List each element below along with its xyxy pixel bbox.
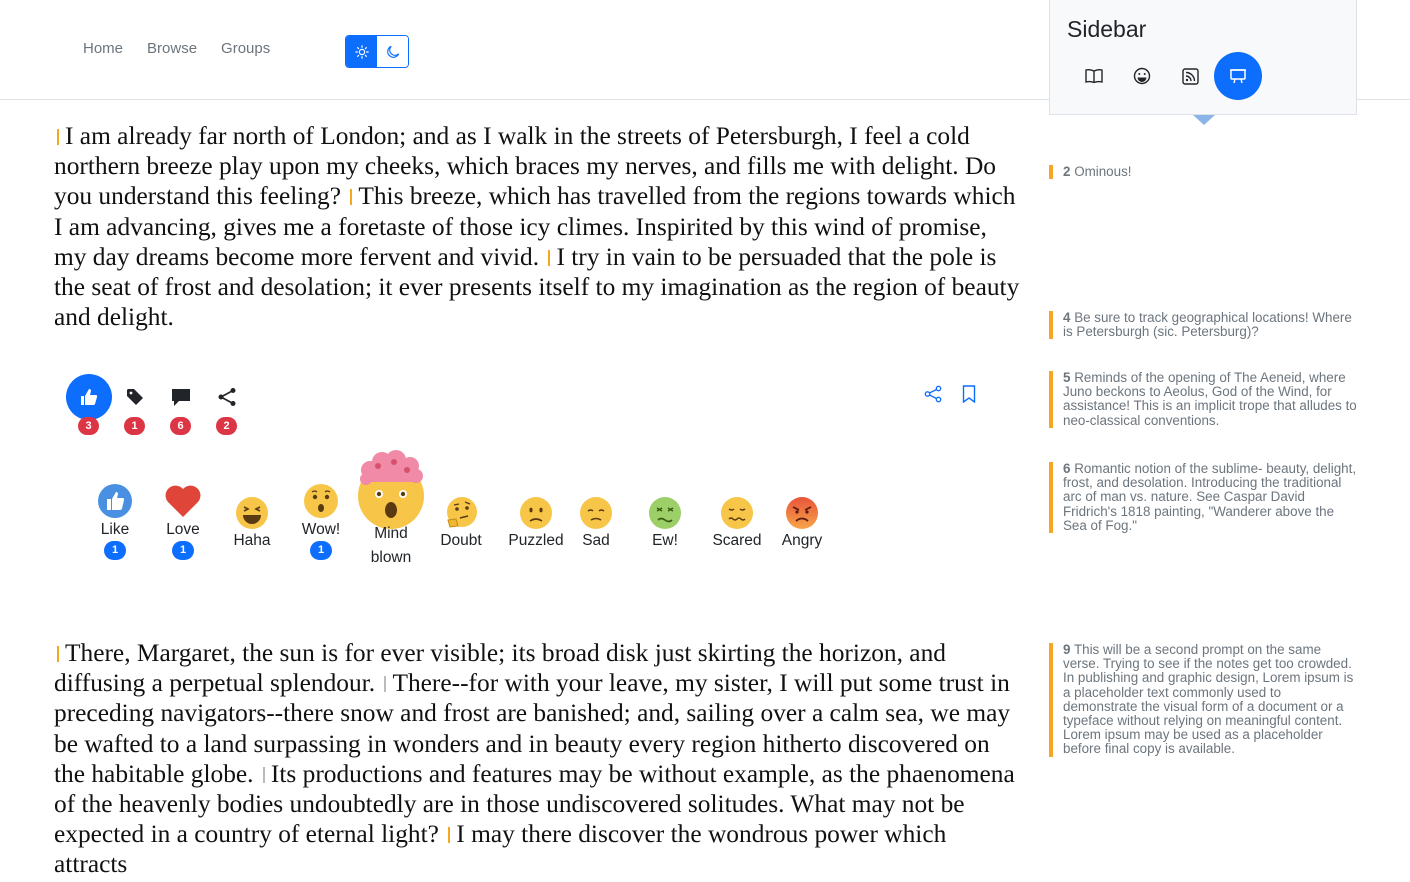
share-link-button[interactable]	[922, 383, 944, 405]
reaction-count-badge: 1	[310, 541, 332, 560]
reaction-label: Angry	[781, 532, 823, 549]
verse-segment[interactable]: I try in vain to be persuaded that the pole is the seat of frost and desolation; it ever presents itself to my imagination as the region of beauty and delight.	[54, 242, 1020, 332]
note-text: Reminds of the opening of The Aeneid, where Juno beckons to Aeolus, God of the Wind, for assistance! This is an implicit trope that alludes to neo-classical conventions.	[1063, 370, 1357, 428]
verse-segment[interactable]: I may there discover the wondrous power which attracts	[54, 820, 947, 879]
angry-emoji-icon	[785, 496, 819, 530]
reaction-label: Wow!	[301, 521, 341, 538]
nauseated-emoji-icon	[648, 496, 682, 530]
note-marker[interactable]	[548, 250, 550, 266]
reaction-wow[interactable]	[298, 483, 344, 560]
sidebar-tab-reading[interactable]	[1070, 52, 1118, 100]
reaction-label: Puzzled	[508, 532, 564, 549]
thinking-emoji-icon	[444, 496, 478, 530]
reaction-label: Ew!	[652, 532, 678, 549]
moon-icon	[386, 45, 400, 59]
sidebar-note[interactable]	[1049, 311, 1357, 339]
laughing-emoji-icon	[235, 496, 269, 530]
reaction-label: Mind blown	[370, 525, 412, 566]
like-emoji-icon	[97, 483, 133, 519]
note-number: 9	[1063, 642, 1071, 657]
reaction-label: Scared	[712, 532, 762, 549]
surprised-emoji-icon	[303, 483, 339, 519]
reaction-label: Love	[166, 521, 200, 538]
verse-paragraph	[54, 638, 1024, 880]
sidebar-note[interactable]	[1049, 462, 1357, 533]
dark-theme-button[interactable]	[377, 36, 408, 67]
heart-emoji-icon	[164, 483, 202, 519]
nav-groups[interactable]: Groups	[221, 40, 271, 57]
reaction-sad[interactable]	[576, 496, 616, 550]
sidebar-tab-reactions[interactable]	[1118, 52, 1166, 100]
reaction-label: Doubt	[440, 532, 482, 549]
verse-segment[interactable]: Its productions and features may be without example, as the phaenomena of the heavenly bodies undoubtedly are in those undiscovered solitudes. What may not be expected in a country of eternal light?	[54, 759, 1015, 849]
nav-home[interactable]: Home	[83, 40, 124, 57]
sun-icon	[355, 45, 369, 59]
reaction-mind-blown[interactable]	[352, 450, 430, 570]
comment-count-badge: 6	[170, 417, 191, 435]
note-number: 4	[1063, 310, 1071, 325]
reaction-puzzled[interactable]	[506, 496, 566, 550]
bookmark-icon	[962, 385, 976, 403]
nav-browse[interactable]: Browse	[147, 40, 198, 57]
share-count-badge: 2	[216, 417, 237, 435]
note-marker[interactable]	[384, 676, 386, 692]
note-number: 5	[1063, 370, 1071, 385]
sidebar-note[interactable]	[1049, 643, 1357, 757]
sidebar-panel	[1049, 0, 1357, 115]
presentation-icon	[1229, 67, 1247, 85]
note-marker[interactable]	[448, 827, 450, 843]
note-number: 2	[1063, 164, 1071, 179]
mind-blown-emoji-icon	[352, 450, 430, 530]
note-marker[interactable]	[57, 646, 59, 662]
like-button[interactable]	[66, 374, 112, 432]
note-marker[interactable]	[57, 129, 59, 145]
rss-icon	[1182, 68, 1199, 85]
confused-emoji-icon	[519, 496, 553, 530]
verse-segment[interactable]: This breeze, which has travelled from the regions towards which I am advancing, gives me a foretaste of those icy climes. Inspirited by this wind of promise, my day dreams become more fervent and vivid.	[54, 182, 1016, 271]
tag-button[interactable]	[112, 374, 158, 432]
theme-toggle	[345, 35, 409, 68]
note-text: Romantic notion of the sublime- beauty, delight, frost, and desolation. Introducing the traditional arc of man vs. nature. See Caspar David Fridrich's 1818 painting, "Wanderer above the Sea of Fog."	[1063, 461, 1357, 533]
verse-paragraph	[54, 121, 1024, 332]
note-number: 6	[1063, 461, 1071, 476]
reaction-ew[interactable]	[646, 496, 684, 550]
reaction-doubt[interactable]	[436, 496, 486, 550]
note-text: This will be a second prompt on the same verse. Trying to see if the notes get too crowded. In publishing and graphic design, Lorem ipsum is a placeholder text commonly used to demonstrate the visual form of a document or a typeface without relying on meaningful content. Lorem ipsum may be used as a placeholder before final copy is available.	[1063, 642, 1354, 757]
verse-action-bar	[66, 374, 250, 432]
sidebar-note[interactable]	[1049, 371, 1357, 428]
sidebar-tab-feed[interactable]	[1166, 52, 1214, 100]
thumbs-up-icon	[79, 387, 99, 407]
reaction-scared[interactable]	[708, 496, 766, 550]
note-text: Be sure to track geographical locations! Where is Petersburgh (sic. Petersburg)?	[1063, 310, 1352, 340]
note-marker[interactable]	[350, 189, 352, 205]
sad-emoji-icon	[579, 496, 613, 530]
comment-button[interactable]	[158, 374, 204, 432]
fearful-emoji-icon	[720, 496, 754, 530]
reaction-label: Haha	[233, 532, 271, 549]
main-nav	[83, 40, 294, 57]
comment-icon	[171, 388, 191, 407]
tag-icon	[126, 388, 144, 406]
share-icon	[217, 387, 237, 407]
book-icon	[1085, 68, 1103, 84]
verse-segment[interactable]: There, Margaret, the sun is for ever visible; its broad disk just skirting the horizon, and diffusing a perpetual splendour.	[54, 639, 946, 698]
note-text: Ominous!	[1074, 164, 1132, 179]
emoji-mood-icon	[1133, 67, 1151, 85]
sidebar-note[interactable]	[1049, 165, 1357, 179]
reaction-angry[interactable]	[780, 496, 824, 550]
bookmark-button[interactable]	[958, 383, 980, 405]
reaction-count-badge: 1	[172, 541, 194, 560]
reaction-haha[interactable]	[230, 496, 274, 550]
share-outline-icon	[924, 385, 942, 403]
verse-segment[interactable]: There--for with your leave, my sister, I will put some trust in preceding navigators--there snow and frost are banished; and, sailing over a calm sea, we may be wafted to a land surpassing in wonders and in beauty every region hitherto discovered on the habitable globe.	[54, 669, 1011, 788]
share-button[interactable]	[204, 374, 250, 432]
note-marker[interactable]	[263, 767, 265, 783]
verse-segment[interactable]: I am already far north of London; and as I walk in the streets of Petersburgh, I feel a cold northern breeze play upon my cheeks, which braces my nerves, and fills me with delight. Do you understand this feeling?	[54, 122, 996, 211]
like-count-badge: 3	[78, 417, 99, 435]
reaction-label: Like	[100, 521, 130, 538]
light-theme-button[interactable]	[346, 36, 377, 67]
reaction-label: Sad	[582, 532, 610, 549]
tag-count-badge: 1	[124, 417, 145, 435]
sidebar-tabs	[1070, 52, 1262, 100]
sidebar-pointer	[1193, 115, 1215, 125]
reaction-like[interactable]	[90, 483, 140, 560]
sidebar-title: Sidebar	[1067, 16, 1147, 42]
reaction-love[interactable]	[160, 483, 206, 560]
sidebar-tab-notes[interactable]	[1214, 52, 1262, 100]
reaction-count-badge: 1	[104, 541, 126, 560]
